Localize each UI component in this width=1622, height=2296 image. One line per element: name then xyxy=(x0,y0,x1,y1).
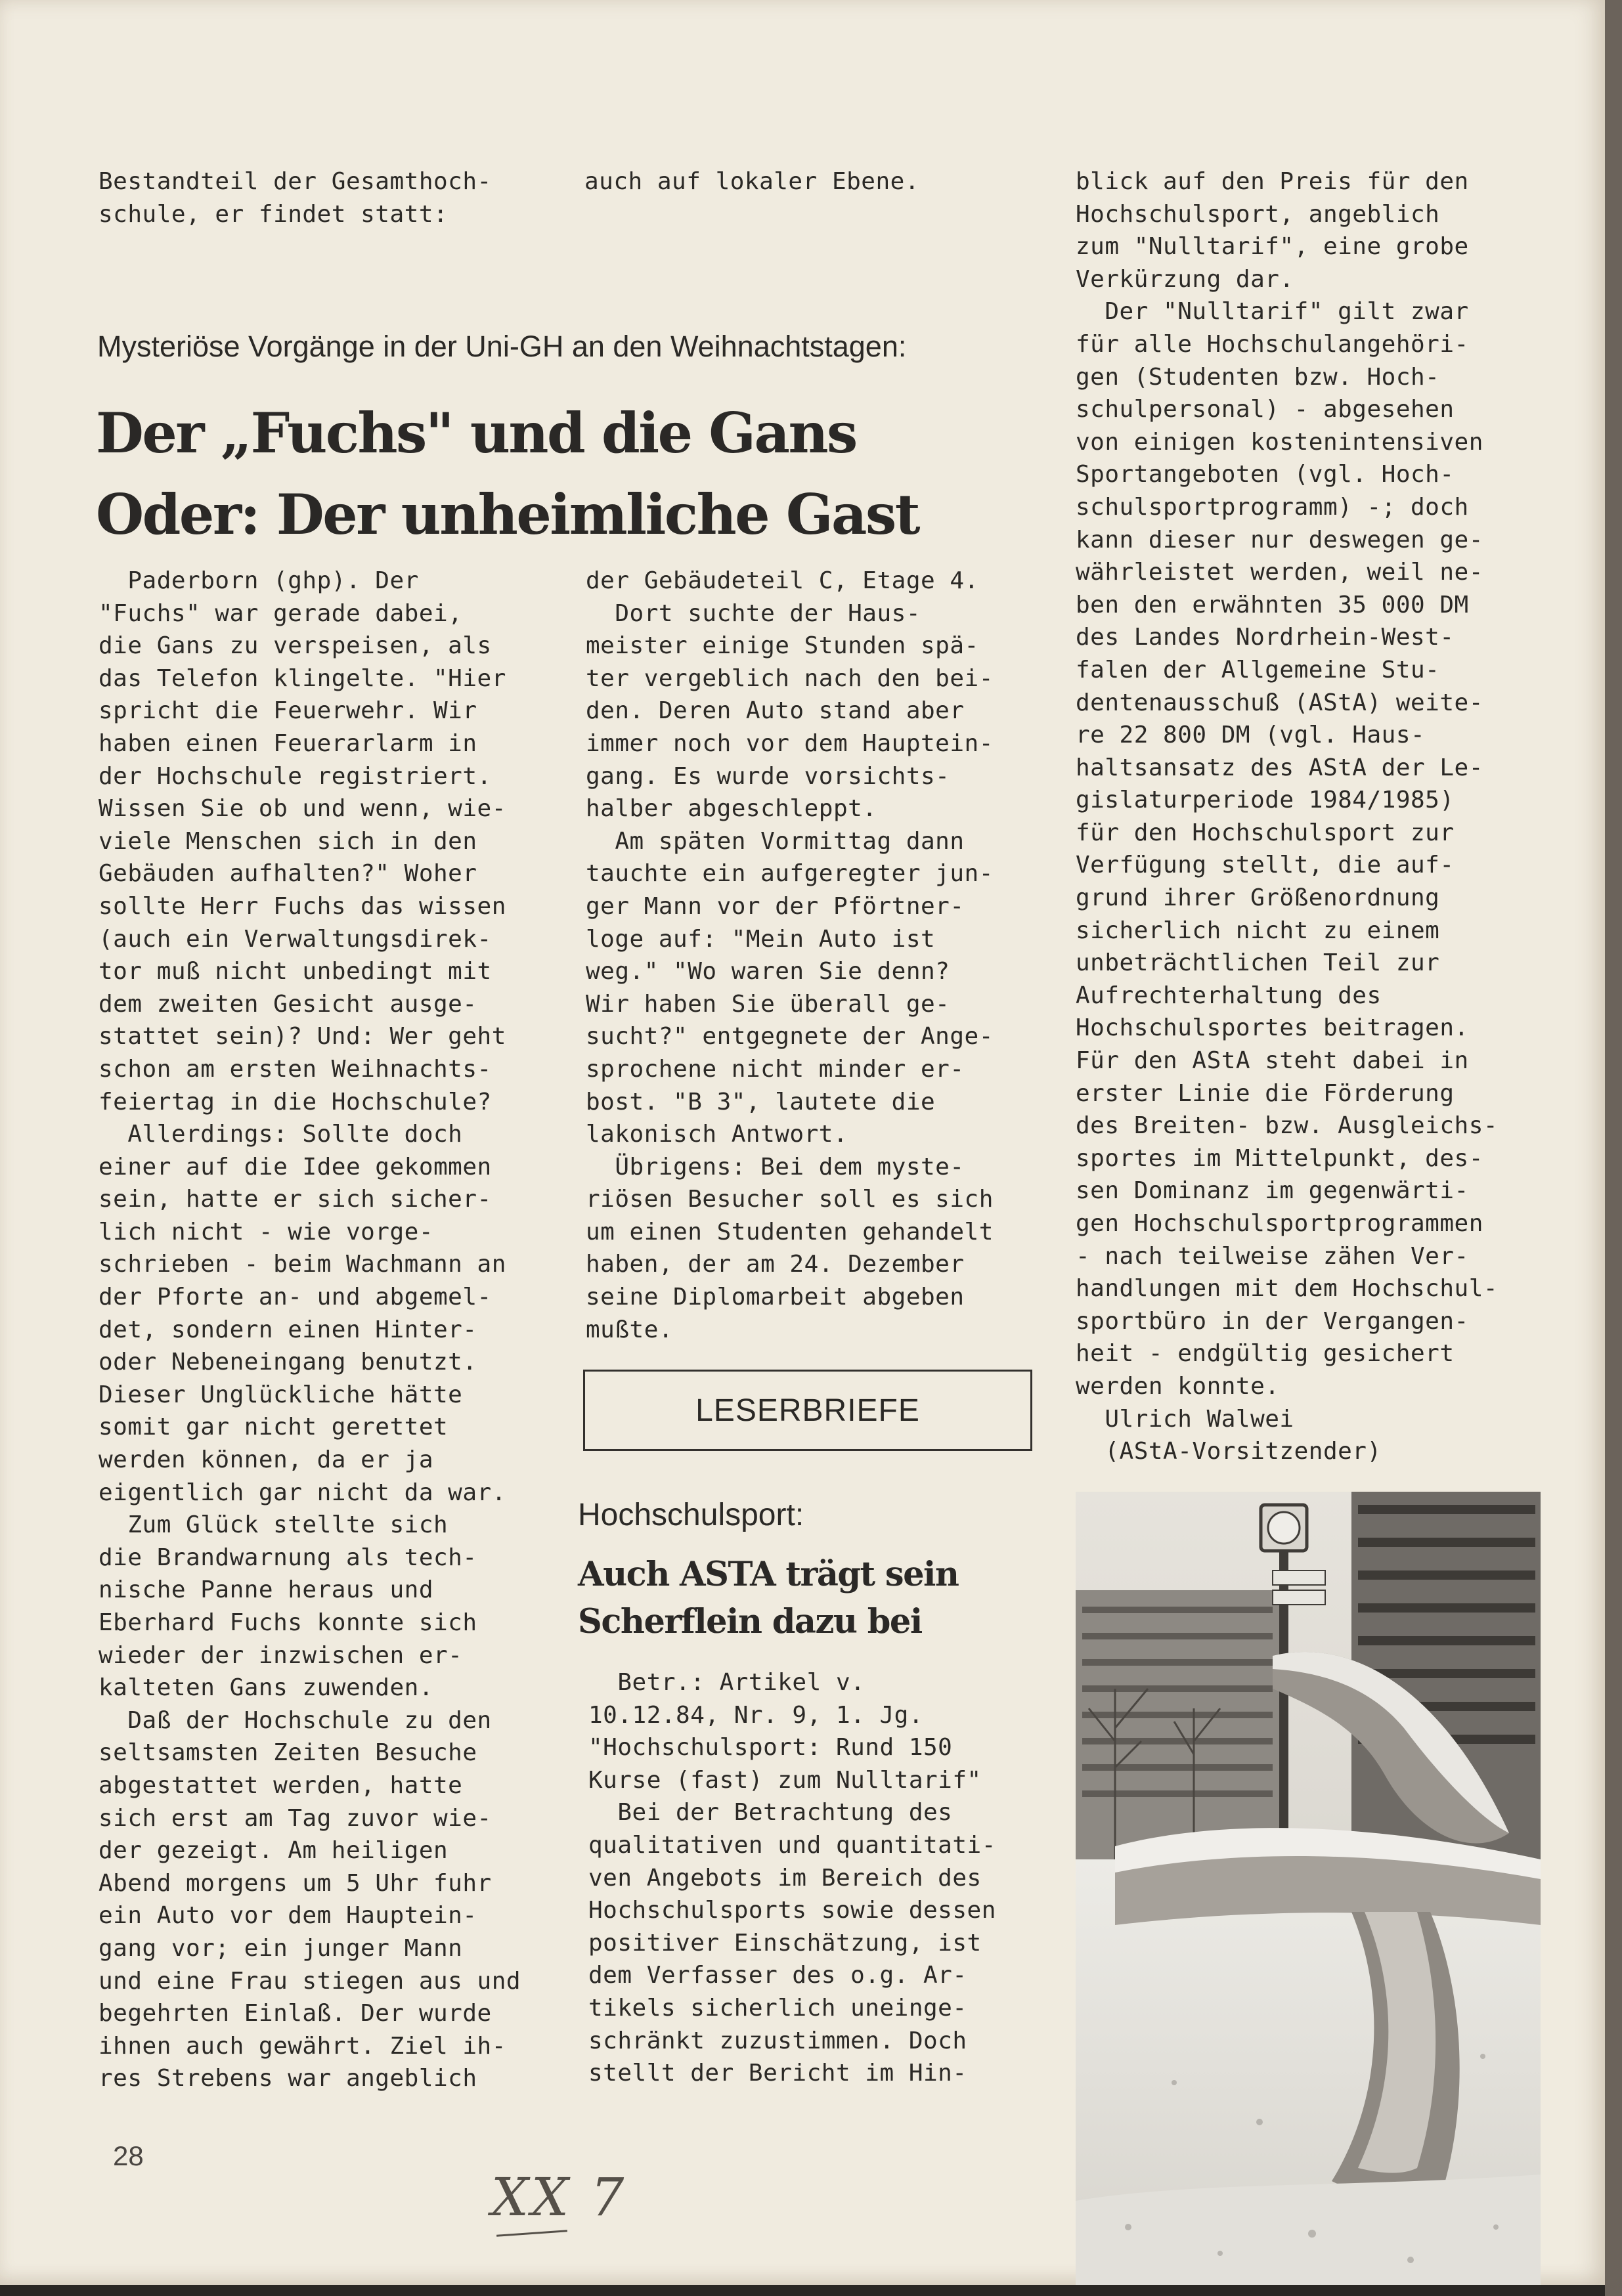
text-line: 10.12.84, Nr. 9, 1. Jg. xyxy=(588,1701,923,1729)
text-line: haben einen Feuerarlarm in xyxy=(99,729,477,757)
text-line: schulsportprogramm) -; doch xyxy=(1076,493,1469,521)
text-line: weg." "Wo waren Sie denn? xyxy=(586,958,950,986)
subhead-line-1: Auch ASTA trägt sein xyxy=(578,1555,959,1594)
text-line: währleistet werden, weil ne- xyxy=(1076,559,1483,586)
text-line: gen Hochschulsportprogrammen xyxy=(1076,1210,1483,1237)
letter-column-2 xyxy=(588,1666,996,2090)
text-line: auch auf lokaler Ebene. xyxy=(584,168,919,195)
top-fragment-col1 xyxy=(99,165,492,230)
text-line: seine Diplomarbeit abgeben xyxy=(586,1284,965,1311)
text-line: Dieser Unglückliche hätte xyxy=(99,1381,463,1408)
text-line: (AStA-Vorsitzender) xyxy=(1076,1438,1382,1465)
campus-winter-photo xyxy=(1076,1492,1541,2285)
text-line: Dort suchte der Haus- xyxy=(586,599,921,627)
text-line: halber abgeschleppt. xyxy=(586,795,877,823)
leserbriefe-box: LESERBRIEFE xyxy=(583,1370,1032,1451)
text-line: falen der Allgemeine Stu- xyxy=(1076,656,1440,683)
headline-line-2: Oder: Der unheimliche Gast xyxy=(96,482,919,547)
text-line: nische Panne heraus und xyxy=(99,1576,433,1604)
subhead-line-2: Scherflein dazu bei xyxy=(578,1602,922,1641)
text-line: tauchte ein aufgeregter jun- xyxy=(586,860,994,888)
text-line: loge auf: "Mein Auto ist xyxy=(586,925,936,953)
text-line: der Hochschule registriert. xyxy=(99,762,492,790)
text-line: Wir haben Sie überall ge- xyxy=(586,990,950,1018)
text-line: kann dieser nur deswegen ge- xyxy=(1076,526,1483,553)
page-number: 28 xyxy=(113,2140,144,2171)
text-line: seltsamsten Zeiten Besuche xyxy=(99,1739,477,1767)
text-line: werden konnte. xyxy=(1076,1372,1280,1400)
text-line: schulpersonal) - abgesehen xyxy=(1076,396,1455,423)
text-line: Kurse (fast) zum Nulltarif" xyxy=(588,1766,982,1794)
text-line: Hochschulsport, angeblich xyxy=(1076,200,1440,228)
text-line: sich erst am Tag zuvor wie- xyxy=(99,1804,492,1832)
text-line: des Landes Nordrhein-West- xyxy=(1076,624,1455,651)
text-line: Der "Nulltarif" gilt zwar xyxy=(1076,298,1469,326)
text-line: Sportangeboten (vgl. Hoch- xyxy=(1076,461,1455,488)
text-line: lakonisch Antwort. xyxy=(586,1121,848,1148)
text-line: ter vergeblich nach den bei- xyxy=(586,664,994,692)
text-line: Wissen Sie ob und wenn, wie- xyxy=(99,795,506,823)
text-line: begehrten Einlaß. Der wurde xyxy=(99,2000,492,2027)
text-line: abgestattet werden, hatte xyxy=(99,1771,463,1799)
handwritten-mark: XX 7 xyxy=(491,2167,627,2228)
text-line: ihnen auch gewährt. Ziel ih- xyxy=(99,2032,506,2060)
text-line: und eine Frau stiegen aus und xyxy=(99,1967,521,1995)
text-line: ger Mann vor der Pförtner- xyxy=(586,892,965,920)
text-line: "Fuchs" war gerade dabei, xyxy=(99,599,463,627)
text-line: tikels sicherlich uneinge- xyxy=(588,1994,967,2022)
text-line: sen Dominanz im gegenwärti- xyxy=(1076,1177,1469,1205)
text-line: sprochene nicht minder er- xyxy=(586,1055,965,1083)
text-line: den. Deren Auto stand aber xyxy=(586,697,965,725)
text-line: gang vor; ein junger Mann xyxy=(99,1934,463,1962)
text-line: gislaturperiode 1984/1985) xyxy=(1076,787,1455,814)
text-line: somit gar nicht gerettet xyxy=(99,1414,449,1441)
text-line: Bestandteil der Gesamthoch- xyxy=(99,168,492,195)
text-line: der Gebäudeteil C, Etage 4. xyxy=(586,567,979,594)
text-line: der gezeigt. Am heiligen xyxy=(99,1837,449,1865)
text-line: schule, er findet statt: xyxy=(99,200,449,228)
binding-edge xyxy=(1605,0,1622,2296)
text-line: Paderborn (ghp). Der xyxy=(99,567,419,594)
text-line: - nach teilweise zähen Ver- xyxy=(1076,1242,1469,1270)
article-column-2 xyxy=(586,565,994,1346)
text-line: res Strebens war angeblich xyxy=(99,2065,477,2092)
text-line: Für den AStA steht dabei in xyxy=(1076,1047,1469,1075)
text-line: schon am ersten Weihnachts- xyxy=(99,1055,492,1083)
text-line: wieder der inzwischen er- xyxy=(99,1641,463,1669)
text-line: für den Hochschulsport zur xyxy=(1076,819,1455,846)
text-line: dentenausschuß (AStA) weite- xyxy=(1076,689,1483,716)
text-line: schränkt zuzustimmen. Doch xyxy=(588,2027,967,2054)
text-line: werden können, da er ja xyxy=(99,1446,433,1474)
text-line: sollte Herr Fuchs das wissen xyxy=(99,892,506,920)
text-line: von einigen kostenintensiven xyxy=(1076,428,1483,456)
top-fragment-col2 xyxy=(584,165,919,198)
text-line: handlungen mit dem Hochschul- xyxy=(1076,1275,1499,1303)
article-headline xyxy=(96,393,919,555)
text-line: dem zweiten Gesicht ausge- xyxy=(99,990,477,1018)
text-line: riösen Besucher soll es sich xyxy=(586,1186,994,1213)
text-line: tor muß nicht unbedingt mit xyxy=(99,958,492,986)
text-line: ven Angebots im Bereich des xyxy=(588,1864,982,1892)
text-line: Gebäuden aufhalten?" Woher xyxy=(99,860,477,888)
text-line: heit - endgültig gesichert xyxy=(1076,1340,1455,1368)
text-line: haltsansatz des AStA der Le- xyxy=(1076,754,1483,781)
text-line: Allerdings: Sollte doch xyxy=(99,1121,463,1148)
text-line: Verkürzung dar. xyxy=(1076,265,1294,293)
text-line: Bei der Betrachtung des xyxy=(588,1799,953,1827)
text-line: eigentlich gar nicht da war. xyxy=(99,1479,506,1506)
text-line: einer auf die Idee gekommen xyxy=(99,1153,492,1180)
text-line: gen (Studenten bzw. Hoch- xyxy=(1076,363,1440,391)
text-line: das Telefon klingelte. "Hier xyxy=(99,664,506,692)
text-line: Aufrechterhaltung des xyxy=(1076,982,1382,1009)
headline-line-1: Der „Fuchs" und die Gans xyxy=(96,401,856,466)
text-line: qualitativen und quantitati- xyxy=(588,1831,996,1859)
text-line: um einen Studenten gehandelt xyxy=(586,1218,994,1245)
text-line: gang. Es wurde vorsichts- xyxy=(586,762,950,790)
text-line: bost. "B 3", lautete die xyxy=(586,1088,936,1116)
text-line: zum "Nulltarif", eine grobe xyxy=(1076,233,1469,261)
letter-column-3 xyxy=(1076,165,1498,1468)
text-line: Eberhard Fuchs konnte sich xyxy=(99,1609,477,1636)
text-line: ben den erwähnten 35 000 DM xyxy=(1076,591,1469,618)
text-line: Verfügung stellt, die auf- xyxy=(1076,852,1455,879)
text-line: feiertag in die Hochschule? xyxy=(99,1088,492,1116)
text-line: grund ihrer Größenordnung xyxy=(1076,884,1440,912)
text-line: des Breiten- bzw. Ausgleichs- xyxy=(1076,1112,1499,1140)
article-column-1 xyxy=(99,565,521,2095)
text-line: oder Nebeneingang benutzt. xyxy=(99,1349,477,1376)
text-line: meister einige Stunden spä- xyxy=(586,632,979,660)
text-line: immer noch vor dem Hauptein- xyxy=(586,729,994,757)
text-line: für alle Hochschulangehöri- xyxy=(1076,330,1469,358)
text-line: Daß der Hochschule zu den xyxy=(99,1706,492,1734)
text-line: spricht die Feuerwehr. Wir xyxy=(99,697,477,725)
text-line: blick auf den Preis für den xyxy=(1076,168,1469,195)
text-line: unbeträchtlichen Teil zur xyxy=(1076,949,1440,977)
text-line: viele Menschen sich in den xyxy=(99,827,477,855)
text-line: positiver Einschätzung, ist xyxy=(588,1929,982,1957)
text-line: haben, der am 24. Dezember xyxy=(586,1251,965,1278)
text-line: (auch ein Verwaltungsdirek- xyxy=(99,925,492,953)
text-line: lich nicht - wie vorge- xyxy=(99,1218,433,1245)
text-line: Hochschulsportes beitragen. xyxy=(1076,1014,1469,1042)
text-line: re 22 800 DM (vgl. Haus- xyxy=(1076,722,1426,749)
text-line: det, sondern einen Hinter- xyxy=(99,1316,477,1343)
text-line: kalteten Gans zuwenden. xyxy=(99,1674,433,1702)
text-line: die Gans zu verspeisen, als xyxy=(99,632,492,660)
article-kicker: Mysteriöse Vorgänge in der Uni-GH an den Weihnachtstagen: xyxy=(97,330,907,363)
text-line: der Pforte an- und abgemel- xyxy=(99,1284,492,1311)
text-line: sicherlich nicht zu einem xyxy=(1076,917,1440,944)
text-line: sportbüro in der Vergangen- xyxy=(1076,1307,1469,1335)
text-line: Übrigens: Bei dem myste- xyxy=(586,1153,965,1180)
text-line: Ulrich Walwei xyxy=(1076,1405,1294,1433)
text-line: sportes im Mittelpunkt, des- xyxy=(1076,1144,1483,1172)
text-line: erster Linie die Förderung xyxy=(1076,1079,1455,1107)
text-line: sein, hatte er sich sicher- xyxy=(99,1186,492,1213)
text-line: "Hochschulsport: Rund 150 xyxy=(588,1734,953,1762)
text-line: schrieben - beim Wachmann an xyxy=(99,1251,506,1278)
section-label: Hochschulsport: xyxy=(578,1498,804,1532)
text-line: Hochschulsports sowie dessen xyxy=(588,1897,996,1924)
text-line: stellt der Bericht im Hin- xyxy=(588,2060,967,2087)
letter-headline xyxy=(578,1551,959,1645)
handwritten-underline xyxy=(496,2230,567,2237)
text-line: dem Verfasser des o.g. Ar- xyxy=(588,1962,967,1989)
text-line: mußte. xyxy=(586,1316,674,1343)
text-line: Abend morgens um 5 Uhr fuhr xyxy=(99,1869,492,1897)
text-line: Betr.: Artikel v. xyxy=(588,1669,866,1696)
text-line: Zum Glück stellte sich xyxy=(99,1511,449,1539)
text-line: die Brandwarnung als tech- xyxy=(99,1544,477,1571)
text-line: ein Auto vor dem Hauptein- xyxy=(99,1902,477,1930)
text-line: Am späten Vormittag dann xyxy=(586,827,965,855)
text-line: sucht?" entgegnete der Ange- xyxy=(586,1023,994,1051)
text-line: stattet sein)? Und: Wer geht xyxy=(99,1023,506,1051)
